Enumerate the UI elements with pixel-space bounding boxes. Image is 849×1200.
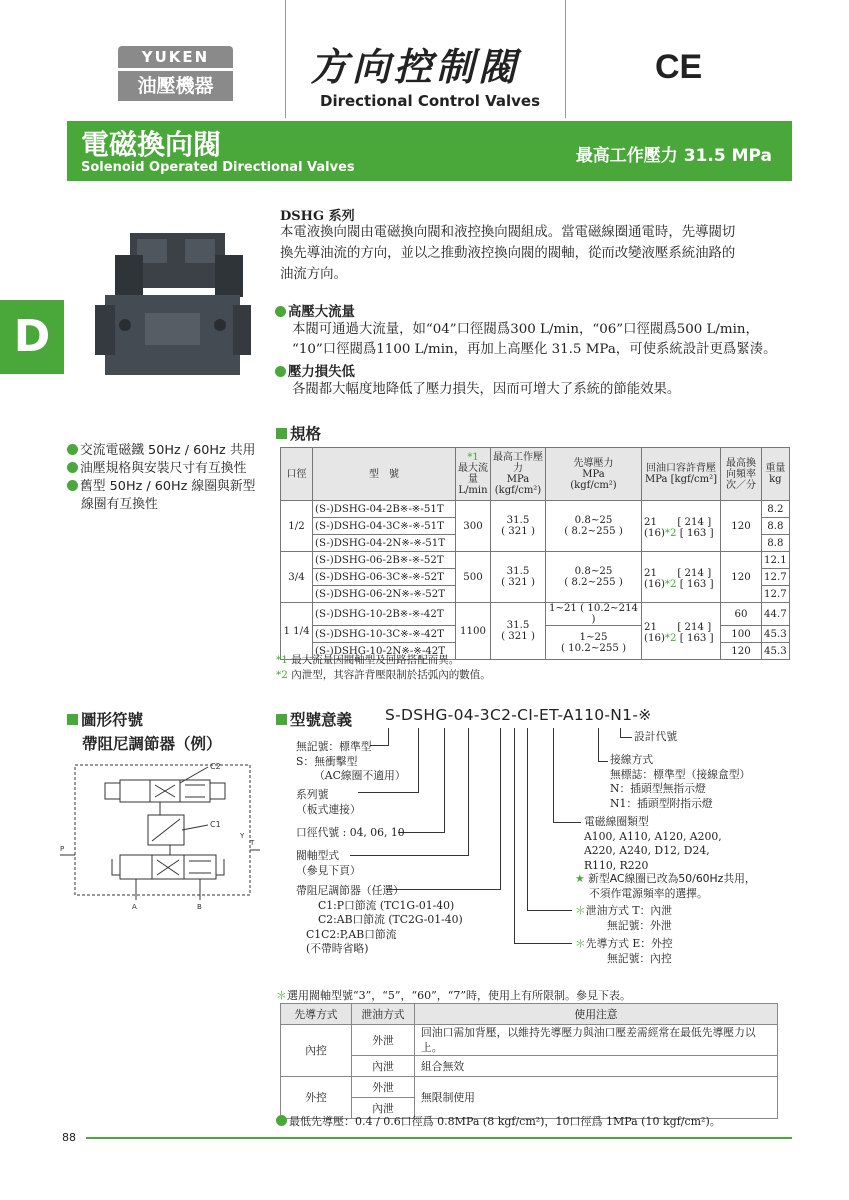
connector <box>527 728 528 911</box>
star-icon: ★ <box>575 872 585 885</box>
square-bullet-icon <box>276 428 287 439</box>
square-bullet-icon <box>67 714 78 725</box>
model-code-example: S-DSHG-04-3C2-CI-ET-A110-N1-※ <box>385 706 652 724</box>
table-row: (S-)DSHG-10-2N※-※-42T 120 45.3 <box>281 643 790 660</box>
section-banner <box>67 121 792 181</box>
hydraulic-symbol-diagram <box>60 755 260 915</box>
label-a: A <box>132 903 137 911</box>
list-item: 線圈有互換性 <box>81 497 158 512</box>
feature-heading: 高壓大流量 <box>275 301 355 320</box>
label-t: T <box>250 839 255 847</box>
series-label: DSHG 系列 <box>280 209 355 224</box>
connector <box>553 822 581 823</box>
logo-subtitle: 油壓機器 <box>118 71 233 101</box>
connector <box>358 792 419 793</box>
label-p: P <box>60 845 65 853</box>
code-desc-pilot: ＊先導方式 E：外控 無記號：內控 <box>575 937 673 965</box>
symbol-subheading: 帶阻尼調節器（例） <box>82 735 222 753</box>
spec-table-wrap <box>280 447 790 660</box>
usage-table <box>280 1003 778 1119</box>
code-desc-spool: 閥軸型式 （參見下頁） <box>296 849 361 877</box>
connector <box>553 728 554 823</box>
connector <box>514 943 572 944</box>
list-item: 交流電磁鐵 50Hz / 60Hz 共用 <box>67 442 272 459</box>
table-row: 1/2 (S-)DSHG-04-2B※-※-51T 300 31.5 ( 321 ) 0.8~25 ( 8.2~255 ) 21 [ 214 ] (16)*2 [ 163 ] 120 8.2 <box>281 501 790 518</box>
feature-text: 本閥可通過大流量，如“04”口徑閥爲300 L/min，“06”口徑閥爲500 L/min， “10”口徑閥爲1100 L/min，再加上高壓化 31.5 MPa，可使系統設計更爲緊湊。 <box>292 322 777 357</box>
connector <box>468 728 469 856</box>
ce-mark: CE <box>655 48 703 86</box>
code-desc-series: 系列號 （板式連接） <box>296 788 361 816</box>
connector <box>444 728 445 833</box>
intro-line: 本電液換向閥由電磁換向閥和液控換向閥組成。當電磁線圈通電時，先導閥切 <box>280 225 736 240</box>
page-title-en: Directional Control Valves <box>320 92 540 110</box>
col-mass: 重量 kg <box>762 448 790 501</box>
bullet-icon <box>67 444 78 455</box>
left-feature-list <box>67 442 272 514</box>
code-desc-type: 無記號：標準型 S：無衝擊型 （AC線圈不適用） <box>296 740 406 782</box>
section-tab: D <box>0 300 64 374</box>
col-frequency: 最高換向頻率 次／分 <box>721 448 762 501</box>
bullet-icon <box>276 1115 287 1126</box>
yuken-logo <box>118 46 233 102</box>
code-desc-design: 設計代號 <box>634 730 678 743</box>
label-c1: C1 <box>210 820 221 829</box>
table-row: (S-)DSHG-10-3C※-※-42T 1~25 ( 10.2~255 ) 100 45.3 <box>281 626 790 643</box>
model-code-heading: 型號意義 <box>276 708 352 730</box>
feature-text: 各閥都大幅度地降低了壓力損失，因而可增大了系統的節能效果。 <box>292 382 681 397</box>
connector <box>527 910 572 911</box>
code-desc-coil: 電磁線圈類型 A100, A110, A120, A200, A220, A240, D12, D24, R110, R220 <box>584 815 722 872</box>
footer-line <box>86 1137 792 1139</box>
table-row: 內泄 組合無效 <box>281 1056 778 1077</box>
table-row: (S-)DSHG-06-2N※-※-52T 12.7 <box>281 586 790 603</box>
banner-pressure: 最高工作壓力 31.5 MPa <box>575 146 772 166</box>
spec-table <box>280 447 790 660</box>
col-flow: *1 最大流量 L/min <box>456 448 491 501</box>
table-row: 內泄 <box>281 1098 778 1119</box>
table-row: 1 1/4 (S-)DSHG-10-2B※-※-42T 1100 31.5 ( 321 ) 1~21 ( 10.2~214 ) 21 [ 214 ] (16)*2 [ 163 ] 60 44.7 <box>281 603 790 626</box>
logo-brand: YUKEN <box>118 46 233 68</box>
usage-note: ＊選用閥軸型號“3”，“5”，“60”，“7”時，使用上有所限制。參見下表。 <box>276 989 631 1002</box>
intro-line: 油流方向。 <box>280 267 347 282</box>
table-row: (S-)DSHG-06-3C※-※-52T 12.7 <box>281 569 790 586</box>
table-row: 內控 外泄 回油口需加背壓，以維持先導壓力與油口壓差需經常在最低先導壓力以上。 <box>281 1025 778 1056</box>
col-model: 型 號 <box>313 448 456 501</box>
code-desc-drain: ＊泄油方式 T：內泄 無記號：外泄 <box>575 904 673 932</box>
code-desc-damper: 帶阻尼調節器（任選） C1:P口節流 (TC1G-01-40) C2:AB口節流 (TC2G-01-40) C1C2:P,AB口節流 (不帶時省略) <box>296 884 463 955</box>
connector <box>514 728 515 944</box>
list-item: 舊型 50Hz / 60Hz 線圈與新型 <box>67 478 272 495</box>
spec-note: *2 內泄型，其容許背壓限制於括弧內的數值。 <box>276 669 491 681</box>
connector <box>398 832 445 833</box>
banner-title-zh: 電磁換向閥 <box>81 128 222 161</box>
usage-table-wrap <box>280 1003 778 1119</box>
label-b: B <box>197 903 202 911</box>
connector <box>598 728 599 762</box>
connector <box>620 737 632 738</box>
bullet-icon <box>67 480 78 491</box>
intro-line: 換先導油流的方向，並以之推動液控換向閥的閥軸，從而改變液壓系統油路的 <box>280 246 736 261</box>
label-y: Y <box>240 832 245 840</box>
bullet-icon <box>67 462 78 473</box>
intro-paragraph <box>280 222 780 285</box>
square-bullet-icon <box>276 714 287 725</box>
code-desc-size: 口徑代號 : 04, 06, 10 <box>296 826 405 839</box>
table-row: (S-)DSHG-04-2N※-※-51T 8.8 <box>281 535 790 552</box>
page-title-zh: 方向控制閥 <box>310 45 521 89</box>
list-item: 油壓規格與安裝尺寸有互換性 <box>67 460 272 477</box>
bullet-icon <box>275 306 286 317</box>
col-pressure: 最高工作壓力 MPa (kgf/cm²) <box>491 448 546 501</box>
connector <box>418 728 419 793</box>
col-size: 口徑 <box>281 448 313 501</box>
label-c2: C2 <box>210 762 221 771</box>
valve-product-image <box>85 225 255 395</box>
code-desc-wiring: 接線方式 無標誌：標準型（接線盒型） N：插頭型無指示燈 N1：插頭型附指示燈 <box>610 753 751 810</box>
connector <box>598 761 608 762</box>
col-backpressure: 回油口容許背壓 MPa [kgf/cm²] <box>642 448 721 501</box>
symbol-heading: 圖形符號 <box>67 708 143 730</box>
col-pilot: 先導壓力 MPa (kgf/cm²) <box>546 448 642 501</box>
table-row: (S-)DSHG-04-3C※-※-51T 8.8 <box>281 518 790 535</box>
bullet-icon <box>275 366 286 377</box>
connector <box>350 855 469 856</box>
table-row: 外控 外泄 無限制使用 <box>281 1077 778 1098</box>
min-pilot-note: 最低先導壓：0.4 / 0.6口徑爲 0.8MPa (8 kgf/cm²)，10口徑爲 1MPa (10 kgf/cm²)。 <box>276 1113 721 1129</box>
table-row: 3/4 (S-)DSHG-06-2B※-※-52T 500 31.5 ( 321 ) 0.8~25 ( 8.2~255 ) 21 [ 214 ] (16)*2 [ 163 ] 120 12.1 <box>281 552 790 569</box>
table-row: 先導方式 泄油方式 使用注意 <box>281 1004 778 1025</box>
spec-note: *1 最大流量因閥軸型及回路搭配而異。 <box>276 654 460 666</box>
header-divider-right <box>565 0 566 118</box>
connector <box>500 728 501 890</box>
spec-heading: 規格 <box>276 422 321 444</box>
page-number: 88 <box>62 1131 76 1144</box>
banner-title-en: Solenoid Operated Directional Valves <box>81 160 355 175</box>
header-divider-left <box>285 0 286 118</box>
code-desc-coil-note: ★ 新型AC線圈已改為50/60Hz共用， 不須作電源頻率的選擇。 <box>575 872 756 900</box>
feature-heading: 壓力損失低 <box>275 361 355 380</box>
